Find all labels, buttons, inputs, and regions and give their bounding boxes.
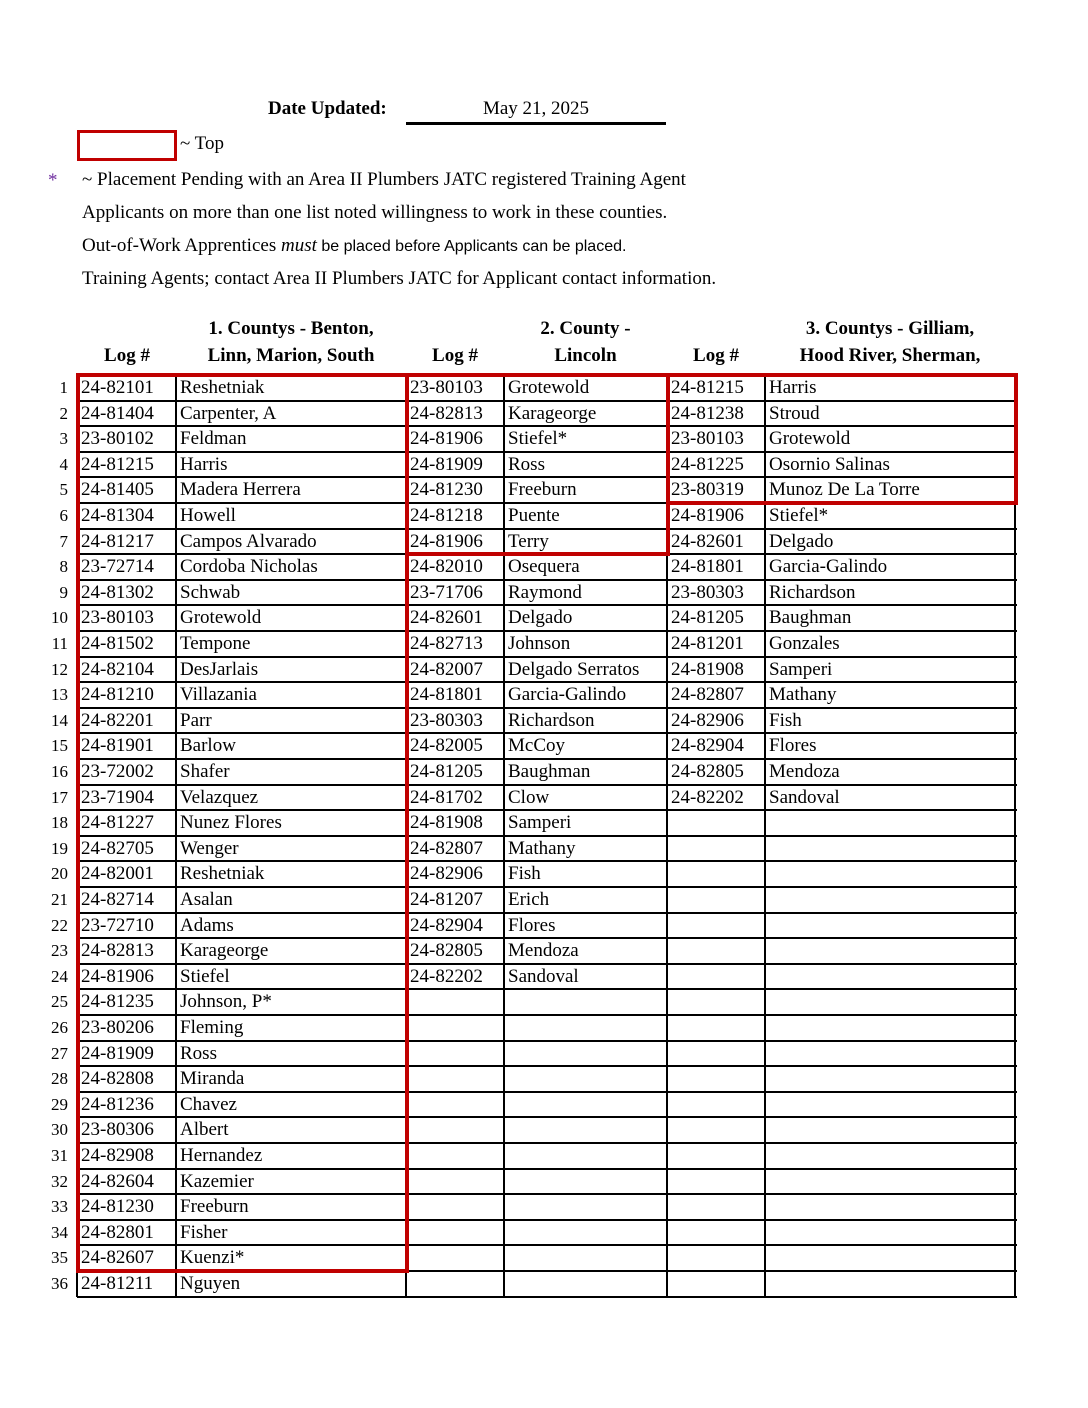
- row-number: 12: [51, 660, 68, 679]
- log-number-cell: 24-81404: [81, 403, 154, 424]
- log-number-cell: 24-81230: [410, 479, 483, 500]
- log-number-cell: 24-82714: [81, 889, 154, 910]
- applicant-name-cell: Karageorge: [180, 940, 269, 961]
- county-group2-header-line1: 2. County -: [540, 318, 631, 339]
- log-header-1: Log #: [104, 345, 150, 366]
- applicant-name-cell: Campos Alvarado: [180, 531, 317, 552]
- log-number-cell: 24-81225: [671, 454, 744, 475]
- date-updated-label: Date Updated:: [268, 98, 387, 119]
- row-number: 14: [51, 711, 68, 730]
- applicant-name-cell: Karageorge: [508, 403, 597, 424]
- row-number: 4: [59, 455, 68, 474]
- log-number-cell: 24-82007: [410, 659, 483, 680]
- log-number-cell: 24-82904: [671, 735, 744, 756]
- applicant-name-cell: Wenger: [180, 838, 239, 859]
- applicant-name-cell: Ross: [508, 454, 545, 475]
- row-number: 10: [51, 608, 68, 627]
- log-number-cell: 24-82010: [410, 556, 483, 577]
- applicant-name-cell: Fish: [508, 863, 541, 884]
- applicant-name-cell: Fleming: [180, 1017, 244, 1038]
- log-number-cell: 24-82908: [81, 1145, 154, 1166]
- log-header-2: Log #: [432, 345, 478, 366]
- applicant-name-cell: Grotewold: [769, 428, 851, 449]
- applicant-name-cell: Munoz De La Torre: [769, 479, 920, 500]
- note-placement-pending: ~ Placement Pending with an Area II Plumbers JATC registered Training Agent: [82, 169, 686, 190]
- applicant-name-cell: Albert: [180, 1119, 229, 1140]
- applicant-name-cell: Baughman: [769, 607, 852, 628]
- log-number-cell: 24-82813: [81, 940, 154, 961]
- log-number-cell: 23-80103: [671, 428, 744, 449]
- row-number: 13: [51, 685, 68, 704]
- log-number-cell: 24-82906: [671, 710, 744, 731]
- applicant-name-cell: Osornio Salinas: [769, 454, 890, 475]
- applicant-name-cell: Asalan: [180, 889, 233, 910]
- applicant-name-cell: McCoy: [508, 735, 565, 756]
- row-number: 22: [51, 916, 68, 935]
- note-willingness: Applicants on more than one list noted willingness to work in these counties.: [82, 202, 668, 223]
- log-number-cell: 24-82805: [671, 761, 744, 782]
- row-number: 31: [51, 1146, 68, 1165]
- row-number: 8: [59, 557, 68, 576]
- column-divider: [76, 375, 78, 1297]
- applicant-name-cell: Schwab: [180, 582, 241, 603]
- log-number-cell: 24-81215: [81, 454, 154, 475]
- log-number-cell: 24-82601: [671, 531, 744, 552]
- applicant-name-cell: Mendoza: [769, 761, 840, 782]
- log-number-cell: 24-81201: [671, 633, 744, 654]
- log-number-cell: 24-81906: [410, 531, 483, 552]
- applicant-name-cell: Delgado: [508, 607, 573, 628]
- log-number-cell: 24-81906: [81, 966, 154, 987]
- row-number: 29: [51, 1095, 68, 1114]
- log-number-cell: 24-81906: [410, 428, 483, 449]
- top-legend-swatch: [77, 130, 177, 161]
- applicant-name-cell: Garcia-Galindo: [769, 556, 888, 577]
- log-number-cell: 23-71904: [81, 787, 154, 808]
- applicant-name-cell: Osequera: [508, 556, 580, 577]
- log-number-cell: 23-72710: [81, 915, 154, 936]
- log-number-cell: 23-72002: [81, 761, 154, 782]
- applicant-name-cell: Delgado: [769, 531, 834, 552]
- county-group3-header-line1: 3. Countys - Gilliam,: [805, 318, 975, 339]
- log-number-cell: 24-82805: [410, 940, 483, 961]
- log-number-cell: 24-81801: [410, 684, 483, 705]
- applicant-name-cell: Chavez: [180, 1094, 237, 1115]
- log-number-cell: 24-81906: [671, 505, 744, 526]
- applicant-name-cell: Reshetniak: [180, 377, 265, 398]
- row-number: 2: [59, 404, 68, 423]
- log-number-cell: 24-81909: [81, 1043, 154, 1064]
- applicant-name-cell: Terry: [508, 531, 549, 552]
- row-number: 1: [59, 378, 68, 397]
- row-number: 36: [51, 1274, 68, 1293]
- row-number: 15: [51, 736, 68, 755]
- row-number: 34: [51, 1223, 68, 1242]
- applicant-name-cell: Harris: [769, 377, 817, 398]
- applicant-name-cell: Stroud: [769, 403, 820, 424]
- applicant-name-cell: Kazemier: [180, 1171, 254, 1192]
- applicant-name-cell: Fish: [769, 710, 802, 731]
- applicant-name-cell: Johnson, P*: [180, 991, 272, 1012]
- log-number-cell: 24-82906: [410, 863, 483, 884]
- applicant-name-cell: Stiefel: [180, 966, 230, 987]
- star-legend-symbol: *: [48, 170, 58, 191]
- log-number-cell: 24-82705: [81, 838, 154, 859]
- applicant-name-cell: Ross: [180, 1043, 217, 1064]
- row-number: 35: [51, 1248, 68, 1267]
- applicant-name-cell: Johnson: [508, 633, 571, 654]
- applicant-name-cell: Grotewold: [180, 607, 262, 628]
- row-number: 11: [51, 634, 68, 653]
- note-out-of-work-emphasis: must: [280, 235, 317, 256]
- log-number-cell: 24-81304: [81, 505, 154, 526]
- log-number-cell: 24-82807: [671, 684, 744, 705]
- county-group2-header-line2: Lincoln: [554, 345, 617, 366]
- row-number: 6: [59, 506, 68, 525]
- log-number-cell: 24-81238: [671, 403, 744, 424]
- row-number: 7: [59, 532, 68, 551]
- applicant-name-cell: Howell: [180, 505, 236, 526]
- county-group1-header-line2: Linn, Marion, South: [207, 345, 375, 366]
- row-number: 25: [51, 992, 68, 1011]
- row-number: 21: [51, 890, 68, 909]
- log-number-cell: 23-71706: [410, 582, 483, 603]
- applicant-name-cell: Delgado Serratos: [508, 659, 640, 680]
- log-number-cell: 24-81236: [81, 1094, 154, 1115]
- column-divider: [405, 375, 407, 1297]
- applicant-name-cell: Gonzales: [769, 633, 840, 654]
- row-number: 23: [51, 941, 68, 960]
- log-number-cell: 24-81230: [81, 1196, 154, 1217]
- applicant-name-cell: Mathany: [769, 684, 837, 705]
- applicant-name-cell: Hernandez: [180, 1145, 263, 1166]
- log-number-cell: 24-81909: [410, 454, 483, 475]
- applicant-name-cell: Stiefel*: [769, 505, 829, 526]
- date-updated-value: May 21, 2025: [406, 98, 666, 125]
- applicant-name-cell: Nunez Flores: [180, 812, 282, 833]
- log-number-cell: 24-82607: [81, 1247, 154, 1268]
- applicant-name-cell: Freeburn: [180, 1196, 249, 1217]
- log-number-cell: 24-82101: [81, 377, 154, 398]
- applicant-name-cell: Mathany: [508, 838, 576, 859]
- applicant-name-cell: Barlow: [180, 735, 236, 756]
- applicant-name-cell: Baughman: [508, 761, 591, 782]
- applicant-name-cell: Madera Herrera: [180, 479, 301, 500]
- row-number: 19: [51, 839, 68, 858]
- log-number-cell: 24-82201: [81, 710, 154, 731]
- applicant-name-cell: Sandoval: [769, 787, 840, 808]
- applicant-name-cell: Flores: [508, 915, 556, 936]
- applicant-name-cell: DesJarlais: [180, 659, 259, 680]
- log-header-3: Log #: [693, 345, 739, 366]
- applicant-name-cell: Shafer: [180, 761, 230, 782]
- county-group1-header-line1: 1. Countys - Benton,: [208, 318, 374, 339]
- note-out-of-work-prefix: Out-of-Work Apprentices: [82, 235, 281, 256]
- note-training-agents: Training Agents; contact Area II Plumbers JATC for Applicant contact information.: [82, 268, 717, 289]
- row-number: 18: [51, 813, 68, 832]
- log-number-cell: 24-81302: [81, 582, 154, 603]
- log-number-cell: 24-82813: [410, 403, 483, 424]
- column-divider: [764, 375, 766, 1297]
- applicant-name-cell: Miranda: [180, 1068, 245, 1089]
- column-divider: [175, 375, 177, 1297]
- log-number-cell: 24-82202: [671, 787, 744, 808]
- row-divider: [77, 1296, 1017, 1298]
- county-group3-header-line2: Hood River, Sherman,: [799, 345, 981, 366]
- row-number: 24: [51, 967, 68, 986]
- row-number: 5: [59, 480, 68, 499]
- applicant-name-cell: Fisher: [180, 1222, 228, 1243]
- log-number-cell: 23-80319: [671, 479, 744, 500]
- applicant-name-cell: Richardson: [508, 710, 595, 731]
- log-number-cell: 24-82801: [81, 1222, 154, 1243]
- log-number-cell: 24-82104: [81, 659, 154, 680]
- log-number-cell: 23-80303: [410, 710, 483, 731]
- log-number-cell: 24-81215: [671, 377, 744, 398]
- row-number: 27: [51, 1044, 68, 1063]
- log-number-cell: 24-81901: [81, 735, 154, 756]
- applicant-name-cell: Harris: [180, 454, 228, 475]
- log-number-cell: 24-81502: [81, 633, 154, 654]
- applicant-name-cell: Garcia-Galindo: [508, 684, 627, 705]
- applicant-name-cell: Parr: [180, 710, 212, 731]
- applicant-name-cell: Mendoza: [508, 940, 579, 961]
- row-number: 20: [51, 864, 68, 883]
- applicant-name-cell: Freeburn: [508, 479, 577, 500]
- log-number-cell: 24-82904: [410, 915, 483, 936]
- applicant-name-cell: Sandoval: [508, 966, 579, 987]
- applicant-name-cell: Velazquez: [180, 787, 259, 808]
- log-number-cell: 24-82808: [81, 1068, 154, 1089]
- row-number: 28: [51, 1069, 68, 1088]
- row-number: 9: [59, 583, 68, 602]
- applicant-name-cell: Kuenzi*: [180, 1247, 245, 1268]
- log-number-cell: 23-80306: [81, 1119, 154, 1140]
- log-number-cell: 24-82202: [410, 966, 483, 987]
- log-number-cell: 24-81801: [671, 556, 744, 577]
- applicant-name-cell: Samperi: [769, 659, 833, 680]
- applicant-name-cell: Erich: [508, 889, 550, 910]
- log-number-cell: 23-80102: [81, 428, 154, 449]
- log-number-cell: 24-81218: [410, 505, 483, 526]
- applicant-name-cell: Grotewold: [508, 377, 590, 398]
- applicant-name-cell: Nguyen: [180, 1273, 241, 1294]
- row-number: 32: [51, 1172, 68, 1191]
- log-number-cell: 24-81702: [410, 787, 483, 808]
- log-number-cell: 23-80103: [81, 607, 154, 628]
- log-number-cell: 24-81908: [671, 659, 744, 680]
- row-number: 26: [51, 1018, 68, 1037]
- applicant-name-cell: Puente: [508, 505, 560, 526]
- log-number-cell: 24-81217: [81, 531, 154, 552]
- row-number: 16: [51, 762, 68, 781]
- column-divider: [666, 375, 668, 1297]
- log-number-cell: 23-80303: [671, 582, 744, 603]
- log-number-cell: 24-81908: [410, 812, 483, 833]
- log-number-cell: 24-81205: [410, 761, 483, 782]
- column-divider: [503, 375, 505, 1297]
- applicant-name-cell: Tempone: [180, 633, 251, 654]
- applicant-name-cell: Richardson: [769, 582, 856, 603]
- applicant-name-cell: Flores: [769, 735, 817, 756]
- applicant-name-cell: Cordoba Nicholas: [180, 556, 318, 577]
- log-number-cell: 24-81205: [671, 607, 744, 628]
- applicant-name-cell: Raymond: [508, 582, 582, 603]
- log-number-cell: 24-81227: [81, 812, 154, 833]
- log-number-cell: 24-81210: [81, 684, 154, 705]
- log-number-cell: 24-82601: [410, 607, 483, 628]
- log-number-cell: 24-81235: [81, 991, 154, 1012]
- note-out-of-work-suffix: be placed before Applicants can be placed.: [316, 238, 627, 255]
- log-number-cell: 24-82807: [410, 838, 483, 859]
- log-number-cell: 24-82604: [81, 1171, 154, 1192]
- applicant-name-cell: Adams: [180, 915, 234, 936]
- note-out-of-work: [82, 235, 626, 257]
- log-number-cell: 23-80103: [410, 377, 483, 398]
- applicant-name-cell: Feldman: [180, 428, 247, 449]
- log-number-cell: 23-72714: [81, 556, 154, 577]
- applicant-name-cell: Carpenter, A: [180, 403, 277, 424]
- applicant-name-cell: Stiefel*: [508, 428, 568, 449]
- row-number: 33: [51, 1197, 68, 1216]
- applicant-name-cell: Clow: [508, 787, 550, 808]
- log-number-cell: 24-82713: [410, 633, 483, 654]
- applicant-name-cell: Reshetniak: [180, 863, 265, 884]
- log-number-cell: 23-80206: [81, 1017, 154, 1038]
- log-number-cell: 24-81211: [81, 1273, 154, 1294]
- top-legend-text: ~ Top: [180, 133, 224, 154]
- row-number: 3: [59, 429, 68, 448]
- applicant-name-cell: Samperi: [508, 812, 572, 833]
- log-number-cell: 24-82005: [410, 735, 483, 756]
- row-number: 17: [51, 788, 68, 807]
- log-number-cell: 24-82001: [81, 863, 154, 884]
- log-number-cell: 24-81207: [410, 889, 483, 910]
- column-divider: [1014, 375, 1016, 1297]
- row-number: 30: [51, 1120, 68, 1139]
- applicant-name-cell: Villazania: [180, 684, 257, 705]
- log-number-cell: 24-81405: [81, 479, 154, 500]
